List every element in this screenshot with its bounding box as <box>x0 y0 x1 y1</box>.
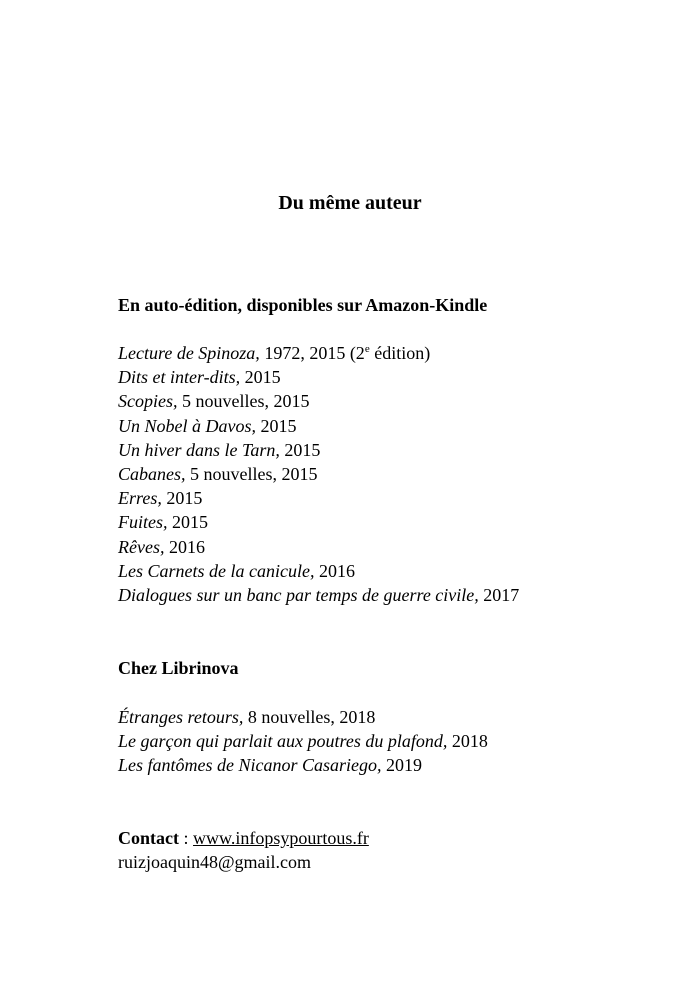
book-details: édition) <box>369 343 431 363</box>
book-title: Étranges retours, <box>118 707 244 727</box>
book-title: Les Carnets de la canicule, <box>118 560 315 581</box>
book-details: 2017 <box>478 585 520 606</box>
book-title: Dialogues sur un banc par temps de guerre civile, <box>118 585 479 606</box>
separator: : <box>179 828 194 848</box>
book-details: 8 nouvelles, 2018 <box>243 707 376 727</box>
list-item <box>118 462 519 486</box>
book-title: Dits et inter-dits, <box>118 367 241 388</box>
list-item <box>118 535 519 559</box>
list-item <box>118 486 519 510</box>
list-item <box>118 510 519 534</box>
book-title: Fuites, <box>118 512 168 533</box>
book-details: 2018 <box>447 731 488 752</box>
contact-block <box>118 826 369 874</box>
book-title: Rêves, <box>118 536 165 557</box>
book-details: 2015 <box>240 367 281 388</box>
book-details: 2015 <box>161 488 203 509</box>
librinova-list <box>118 705 488 778</box>
book-title: Lecture de Spinoza, <box>118 343 260 363</box>
list-item <box>118 753 488 777</box>
list-item <box>118 705 488 729</box>
book-details: 2015 <box>256 415 297 436</box>
self-published-list <box>118 341 519 607</box>
list-item <box>118 414 519 438</box>
book-details: 1972, 2015 (2 <box>259 343 365 363</box>
book-title: Cabanes, <box>118 464 186 485</box>
book-details: 2019 <box>381 755 422 776</box>
book-title: Un hiver dans le Tarn, <box>118 439 280 460</box>
book-details: 2015 <box>167 512 208 533</box>
section-heading-self-published: En auto-édition, disponibles sur Amazon-Kindle <box>118 295 488 315</box>
contact-label: Contact <box>118 828 179 848</box>
book-title: Erres, <box>118 488 162 509</box>
list-item <box>118 389 519 413</box>
book-details: 2016 <box>314 560 355 581</box>
page-title: Du même auteur <box>278 192 422 214</box>
list-item <box>118 583 519 607</box>
book-title: Scopies, <box>118 391 178 412</box>
list-item <box>118 341 519 365</box>
book-details: 2016 <box>164 536 205 557</box>
email-address[interactable]: ruizjoaquin48@gmail.com <box>118 852 312 873</box>
book-title: Le garçon qui parlait aux poutres du plafond, <box>118 731 448 752</box>
book-details: 5 nouvelles, 2015 <box>177 391 310 412</box>
website-link[interactable]: www.infopsypourtous.fr <box>193 828 369 848</box>
list-item <box>118 365 519 389</box>
book-title: Les fantômes de Nicanor Casariego, <box>118 755 382 776</box>
list-item <box>118 729 488 753</box>
superscript: e <box>364 343 370 355</box>
list-item <box>118 559 519 583</box>
book-details: 2015 <box>279 439 321 460</box>
book-title: Un Nobel à Davos, <box>118 415 256 436</box>
list-item <box>118 438 519 462</box>
section-heading-librinova: Chez Librinova <box>118 658 239 678</box>
book-details: 5 nouvelles, 2015 <box>185 464 318 485</box>
